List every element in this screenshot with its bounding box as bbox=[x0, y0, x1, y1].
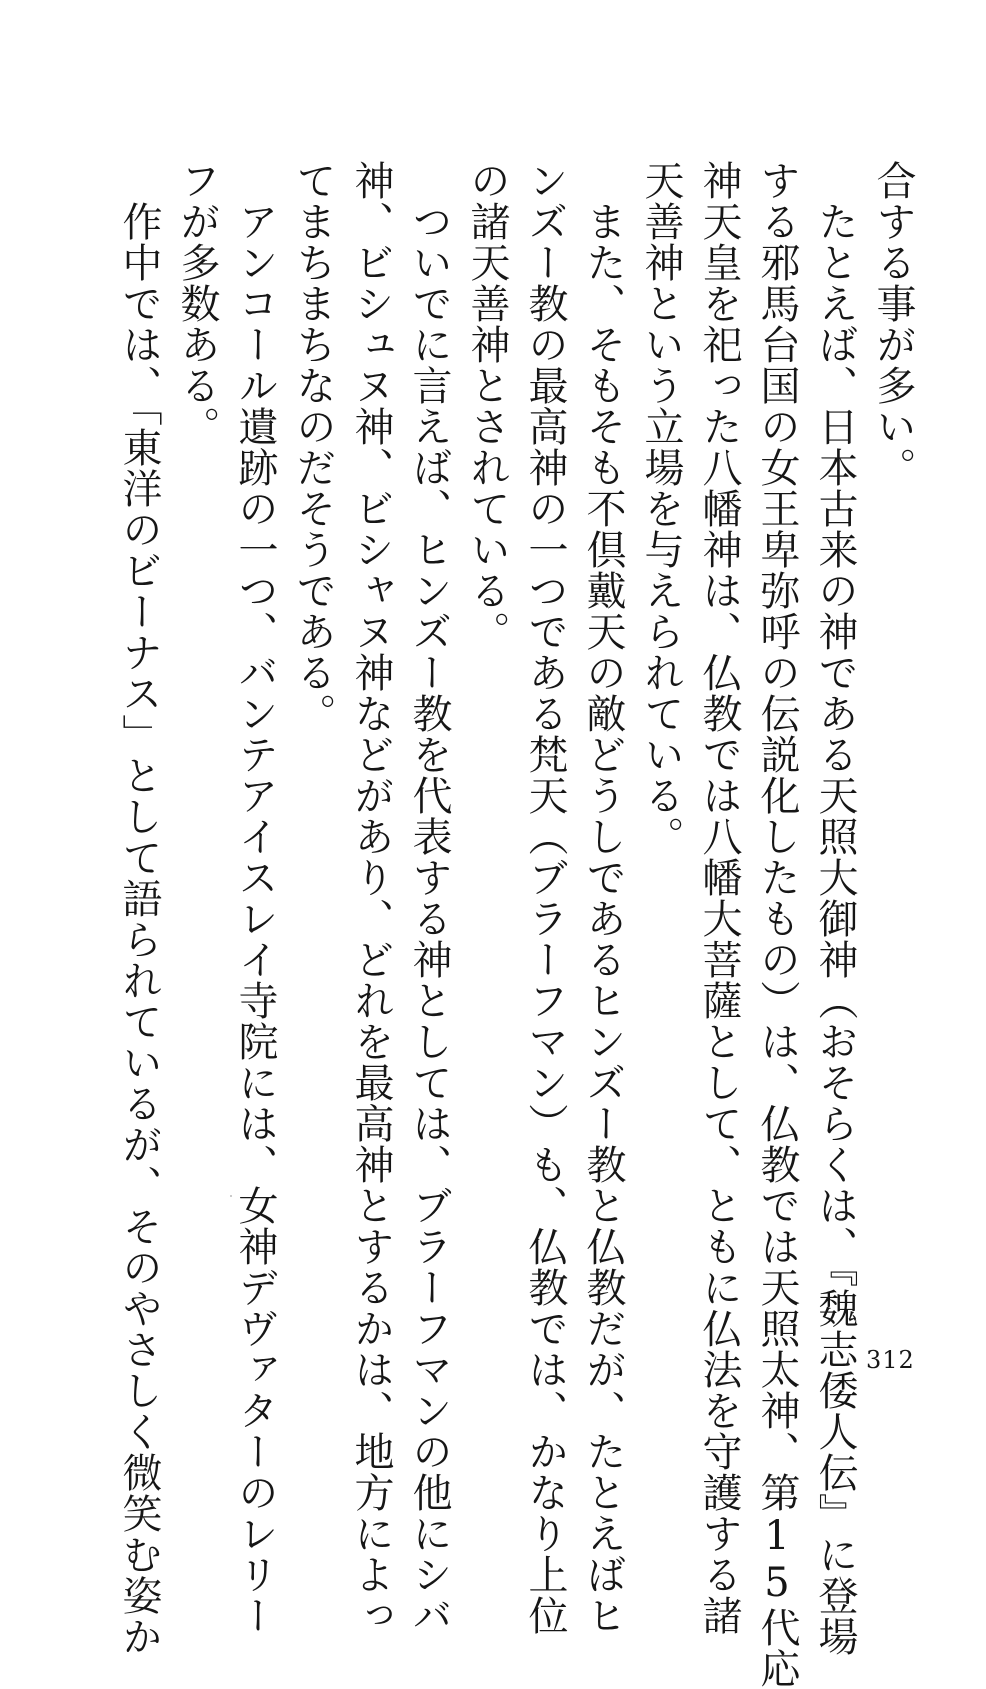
scan-speck bbox=[230, 1195, 232, 1197]
text-column-3: 神天皇を祀った八幡神は、仏教では八幡大菩薩として、ともに仏法を守護する諸 bbox=[696, 160, 742, 1636]
text-column-1: たとえば、日本古来の神である天照大御神（おそらくは、『魏志倭人伝』に登場 bbox=[812, 160, 858, 1657]
text-column-12: フが多数ある。 bbox=[174, 160, 220, 447]
text-column-6: ンズー教の最高神の一つである梵天（ブラーフマン）も、仏教では、かなり上位 bbox=[522, 160, 568, 1636]
text-column-13: 作中では、「東洋のビーナス」として語られているが、そのやさしく微笑む姿か bbox=[116, 160, 162, 1657]
text-column-9: 神、ビシュヌ神、ビシャヌ神などがあり、どれを最高神とするかは、地方によっ bbox=[348, 160, 394, 1636]
text-column-4: 天善神という立場を与えられている。 bbox=[638, 160, 684, 857]
text-column-7: の諸天善神とされている。 bbox=[464, 160, 510, 652]
text-column-11: アンコール遺跡の一つ、バンテアイスレイ寺院には、女神デヴァターのレリー bbox=[232, 160, 278, 1636]
page-number: 312 bbox=[866, 1346, 915, 1374]
text-column-5: また、そもそも不倶戴天の敵どうしであるヒンズー教と仏教だが、たとえばヒ bbox=[580, 160, 626, 1636]
text-column-2: する邪馬台国の女王卑弥呼の伝説化したもの）は、仏教では天照太神、第15代応 bbox=[754, 160, 800, 1689]
text-column-10: てまちまちなのだそうである。 bbox=[290, 160, 336, 734]
text-column-8: ついでに言えば、ヒンズー教を代表する神としては、ブラーフマンの他にシバ bbox=[406, 160, 452, 1636]
text-column-0: 合する事が多い。 bbox=[870, 160, 916, 488]
